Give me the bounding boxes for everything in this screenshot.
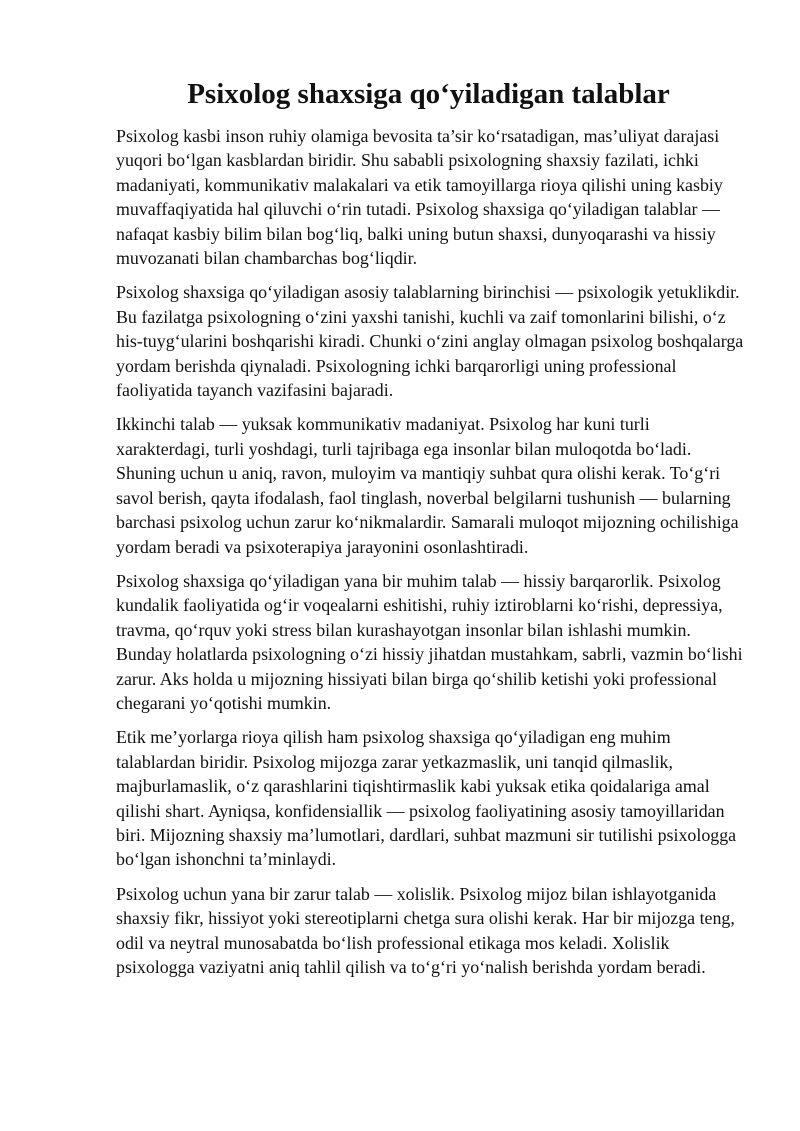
paragraph-emotional-stability: Psixolog shaxsiga qo‘yiladigan yana bir muhim talab — hissiy barqarorlik. Psixolog kundalik faoliyatida og‘ir voqealarni eshitishi, ruhiy iztiroblarni ko‘rishi, depressiya, travma, qo‘rquv yoki stress bilan kurashayotgan insonlar bilan ishlashi mumkin. Bunday holatlarda psixologning o‘zi hissiy jihatdan mustahkam, sabrli, vazmin bo‘lishi zarur. Aks holda u mijozning hissiyati bilan birga qo‘shilib ketishi yoki professional chegarani yo‘qotishi mumkin. (116, 570, 743, 713)
paragraph-communicative-culture: Ikkinchi talab — yuksak kommunikativ madaniyat. Psixolog har kuni turli xarakterdagi, turli yoshdagi, turli tajribaga ega insonlar bilan muloqotda bo‘ladi. Shuning uchun u aniq, ravon, muloyim va mantiqiy suhbat qura olishi kerak. To‘g‘ri savol berish, qayta ifodalash, faol tinglash, noverbal belgilarni tushunish — bularning barchasi psixolog uchun zarur ko‘nikmalardir. Samarali muloqot mijozning ochilishiga yordam beradi va psixoterapiya jarayonini osonlashtiradi. (116, 414, 739, 557)
document-title: Psixolog shaxsiga qo‘yiladigan talablar (187, 78, 670, 110)
paragraph-psychological-maturity: Psixolog shaxsiga qo‘yiladigan asosiy talablarning birinchisi — psixologik yetuklikdir. Bu fazilatga psixologning o‘zini yaxshi tanishi, kuchli va zaif tomonlarini bilishi, o‘z his-tuyg‘ularini boshqarishi kiradi. Chunki o‘zini anglay olmagan psixolog boshqalarga yordam berishda qiynaladi. Psixologning ichki barqarorligi uning professional faoliyatida tayanch vazifasini bajaradi. (116, 282, 744, 401)
paragraph-objectivity: Psixolog uchun yana bir zarur talab — xolislik. Psixolog mijoz bilan ishlayotganida shaxsiy fikr, hissiyot yoki stereotiplarni chetga sura olishi kerak. Har bir mijozga teng, odil va neytral munosabatda bo‘lish professional etikaga mos keladi. Xolislik psixologga vaziyatni aniq tahlil qilish va to‘g‘ri yo‘nalish berishda yordam beradi. (116, 883, 735, 977)
document-body (116, 124, 746, 989)
paragraph-intro: Psixolog kasbi inson ruhiy olamiga bevosita ta’sir ko‘rsatadigan, mas’uliyat darajasi yuqori bo‘lgan kasblardan biridir. Shu sababli psixologning shaxsiy fazilati, ichki madaniyati, kommunikativ malakalari va etik tamoyillarga rioya qilishi uning kasbiy muvaffaqiyatida hal qiluvchi o‘rin tutadi. Psixolog shaxsiga qo‘yiladigan talablar — nafaqat kasbiy bilim bilan bog‘liq, balki uning butun shaxsi, dunyoqarashi va hissiy muvozanati bilan chambarchas bog‘liqdir. (116, 126, 723, 269)
paragraph-ethical-norms: Etik me’yorlarga rioya qilish ham psixolog shaxsiga qo‘yiladigan eng muhim talablardan biridir. Psixolog mijozga zarar yetkazmaslik, uni tanqid qilmaslik, majburlamaslik, o‘z qarashlarini tiqishtirmaslik kabi yuksak etika qoidalariga amal qilishi shart. Ayniqsa, konfidensiallik — psixolog faoliyatining asosiy tamoyillaridan biri. Mijozning shaxsiy ma’lumotlari, dardlari, suhbat mazmuni sir tutilishi psixologga bo‘lgan ishonchni ta’minlaydi. (116, 727, 737, 870)
